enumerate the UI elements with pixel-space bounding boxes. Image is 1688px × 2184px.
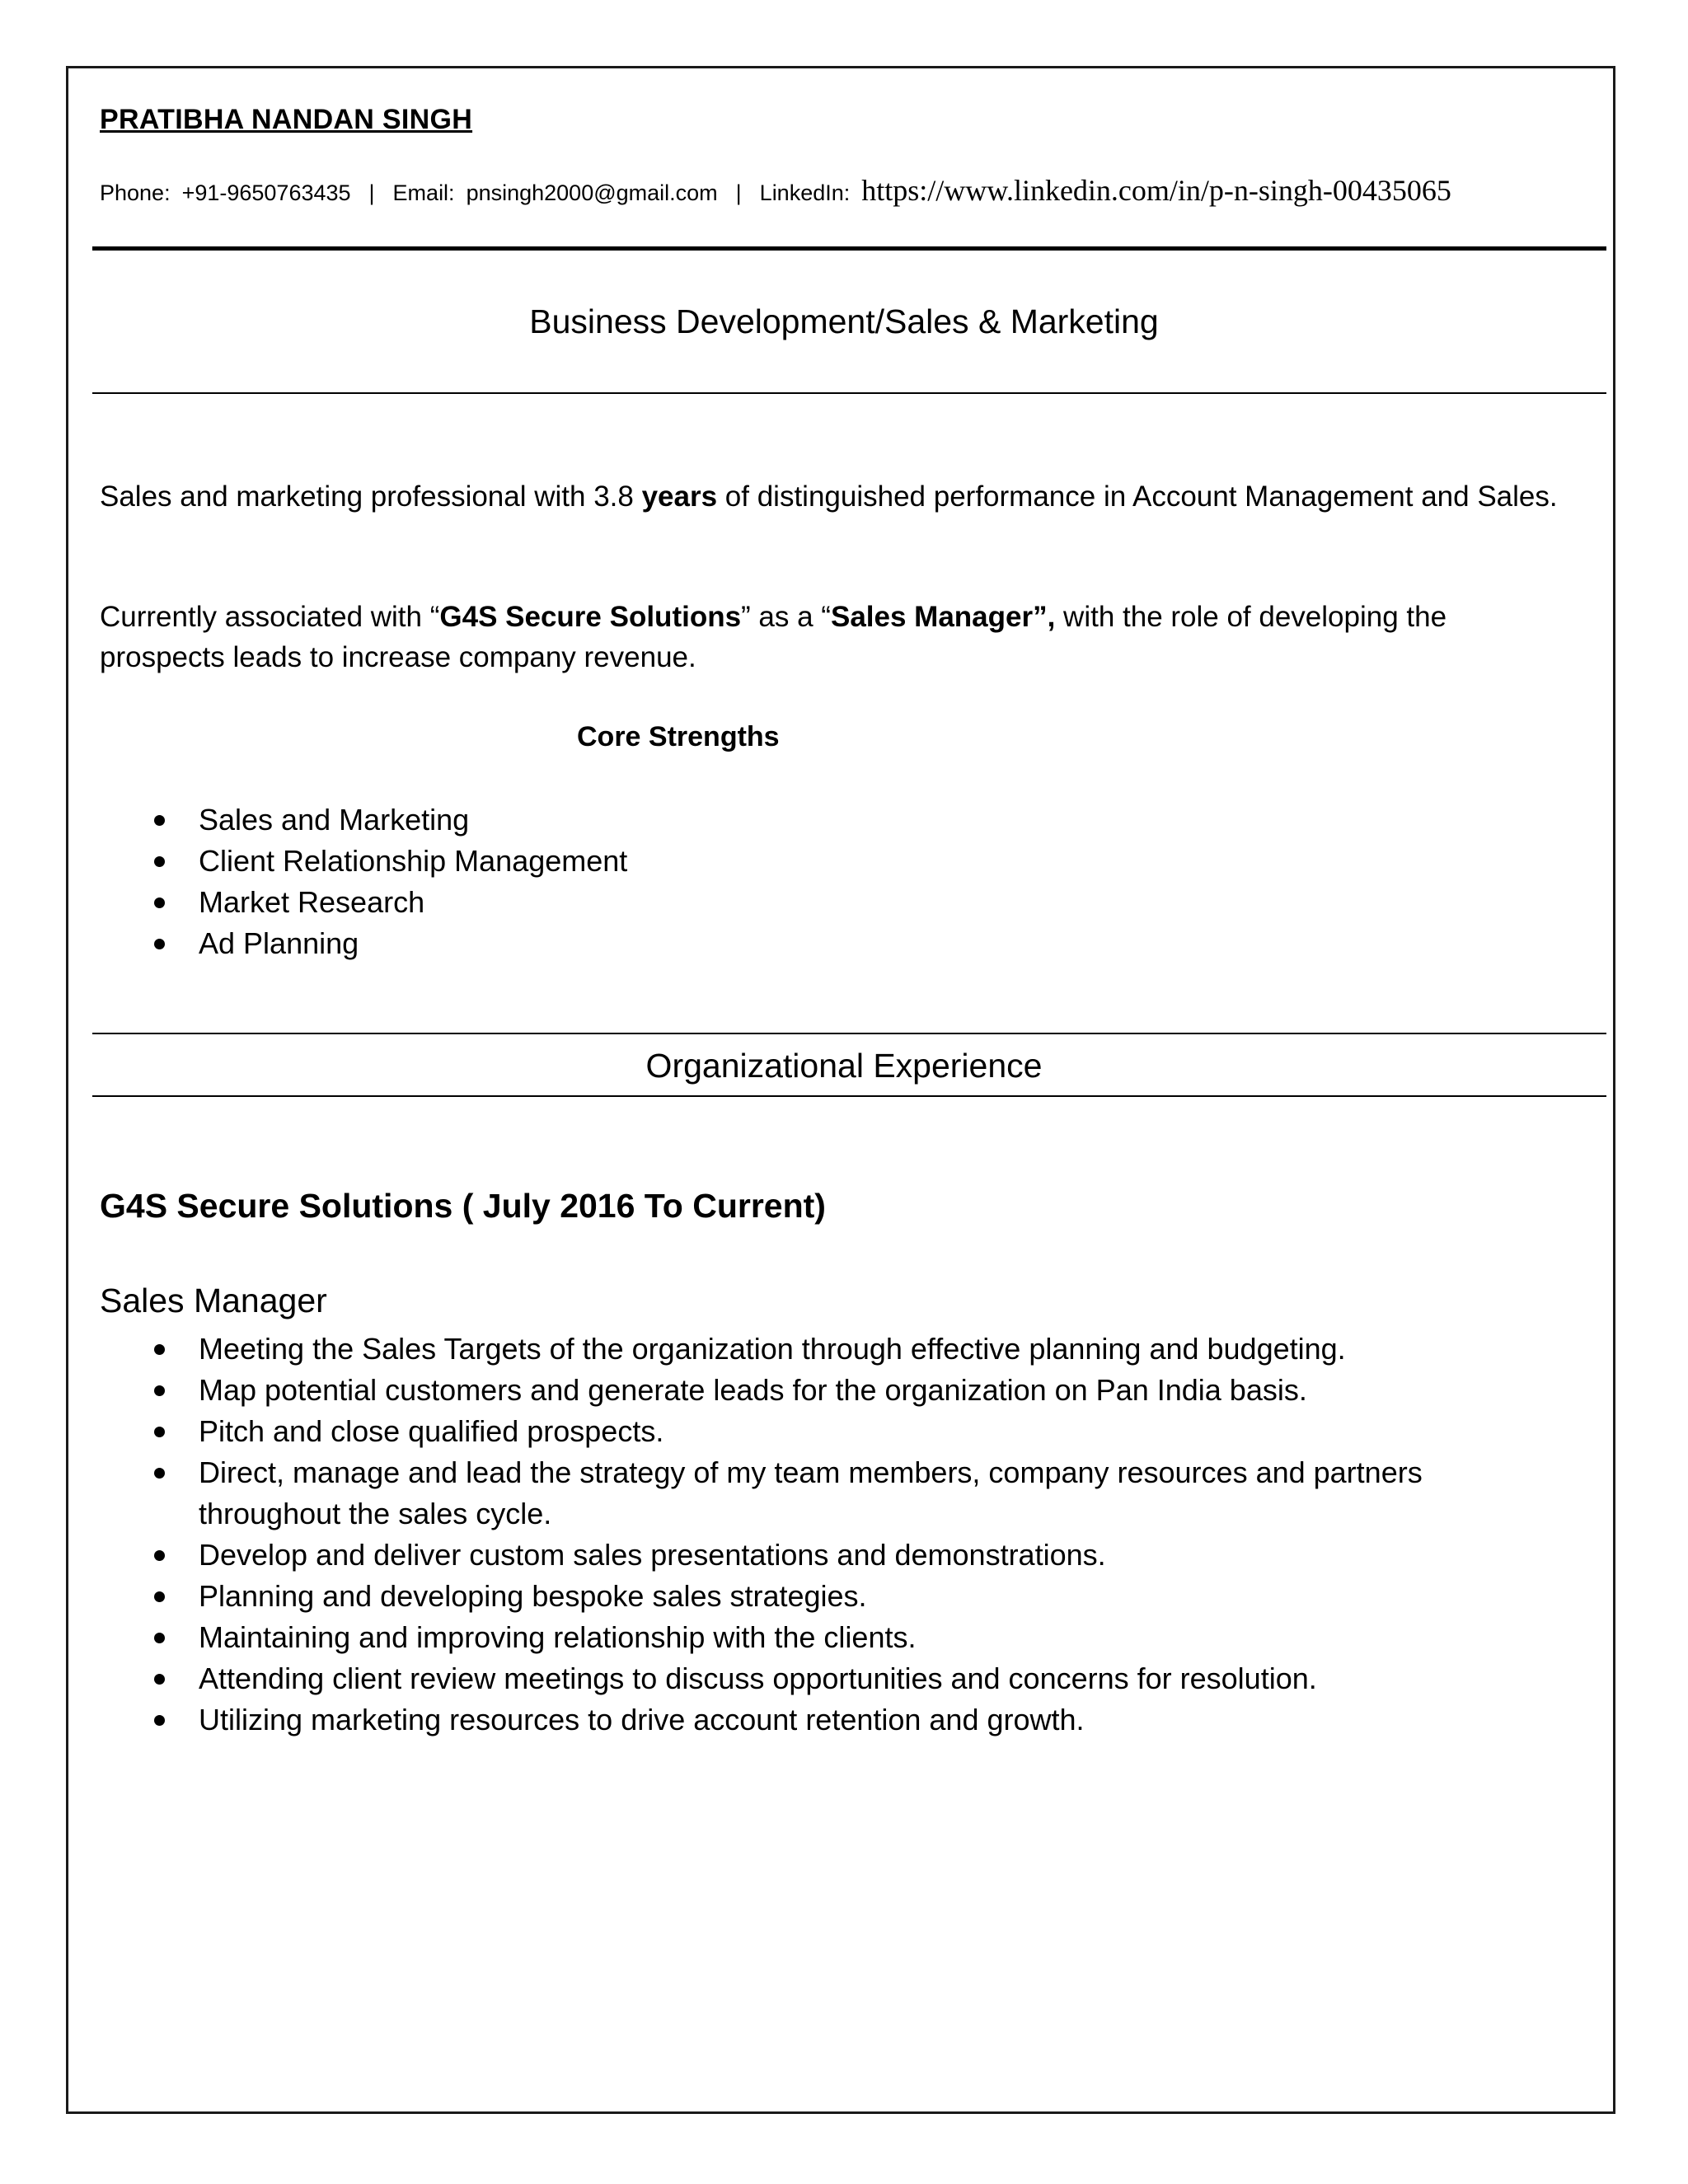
bullet-icon bbox=[154, 1674, 165, 1685]
list-item-text: Pitch and close qualified prospects. bbox=[199, 1414, 664, 1448]
page-border bbox=[66, 66, 1615, 2114]
duties-list bbox=[100, 1329, 1517, 1741]
contact-separator: | bbox=[368, 180, 375, 205]
bullet-icon bbox=[154, 815, 165, 826]
summary-text: Currently associated with “ bbox=[100, 601, 440, 633]
list-item bbox=[100, 1329, 1517, 1370]
bullet-icon bbox=[154, 1427, 165, 1437]
bullet-icon bbox=[154, 1468, 165, 1479]
summary-paragraph-1 bbox=[100, 476, 1567, 517]
header-divider bbox=[92, 246, 1606, 251]
list-item bbox=[100, 923, 1501, 964]
list-item bbox=[100, 1411, 1517, 1452]
company-heading: G4S Secure Solutions ( July 2016 To Current) bbox=[100, 1187, 826, 1225]
professional-headline: Business Development/Sales & Marketing bbox=[529, 302, 1159, 340]
list-item bbox=[100, 799, 1501, 841]
list-item-text: Maintaining and improving relationship with the clients. bbox=[199, 1620, 917, 1654]
list-item bbox=[100, 1452, 1517, 1535]
bullet-icon bbox=[154, 1591, 165, 1602]
list-item-text: Meeting the Sales Targets of the organization through effective planning and budgeting. bbox=[199, 1332, 1346, 1366]
list-item-text: Attending client review meetings to discuss opportunities and concerns for resolution. bbox=[199, 1661, 1317, 1695]
core-strengths-heading: Core Strengths bbox=[577, 721, 780, 752]
summary-text: ” as a “ bbox=[741, 601, 831, 633]
list-item-text: Planning and developing bespoke sales strategies. bbox=[199, 1579, 867, 1613]
phone-label: Phone: bbox=[100, 180, 171, 205]
list-item bbox=[100, 1370, 1517, 1411]
bullet-icon bbox=[154, 1715, 165, 1726]
summary-emphasis: G4S Secure Solutions bbox=[439, 601, 742, 633]
list-item-text: Map potential customers and generate leads for the organization on Pan India basis. bbox=[199, 1373, 1307, 1407]
list-item bbox=[100, 1699, 1517, 1741]
list-item-text: Sales and Marketing bbox=[199, 803, 470, 837]
list-item bbox=[100, 1617, 1517, 1658]
list-item-text: Utilizing marketing resources to drive account retention and growth. bbox=[199, 1703, 1085, 1736]
phone-number[interactable]: +91-9650763435 bbox=[181, 180, 351, 205]
list-item-text: Direct, manage and lead the strategy of my team members, company resources and partners throughout the sales cycle. bbox=[199, 1455, 1423, 1530]
bullet-icon bbox=[154, 1633, 165, 1643]
list-item-text: Market Research bbox=[199, 885, 425, 919]
email-label: Email: bbox=[392, 180, 455, 205]
list-item bbox=[100, 1576, 1517, 1617]
summary-emphasis: Sales Manager”, bbox=[830, 601, 1056, 633]
contact-separator: | bbox=[735, 180, 742, 205]
list-item bbox=[100, 882, 1501, 923]
list-item bbox=[100, 1535, 1517, 1576]
summary-text: Sales and marketing professional with 3.8 bbox=[100, 480, 642, 513]
experience-top-divider bbox=[92, 1033, 1606, 1034]
bullet-icon bbox=[154, 856, 165, 867]
role-title: Sales Manager bbox=[100, 1282, 327, 1319]
experience-bottom-divider bbox=[92, 1095, 1606, 1097]
email-address[interactable]: pnsingh2000@gmail.com bbox=[466, 180, 718, 205]
summary-text: with the role of developing the prospects leads to increase company revenue. bbox=[100, 601, 1447, 673]
list-item-text: Client Relationship Management bbox=[199, 844, 628, 878]
summary-paragraph-2 bbox=[100, 597, 1567, 677]
bullet-icon bbox=[154, 898, 165, 908]
bullet-icon bbox=[154, 1550, 165, 1561]
list-item bbox=[100, 1658, 1517, 1699]
candidate-name: PRATIBHA NANDAN SINGH bbox=[100, 104, 473, 135]
contact-line bbox=[100, 173, 1451, 208]
headline-divider bbox=[92, 392, 1606, 394]
bullet-icon bbox=[154, 1385, 165, 1396]
linkedin-label: LinkedIn: bbox=[759, 180, 851, 205]
linkedin-url[interactable]: https://www.linkedin.com/in/p-n-singh-00435065 bbox=[861, 174, 1451, 207]
list-item-text: Develop and deliver custom sales presentations and demonstrations. bbox=[199, 1538, 1106, 1572]
bullet-icon bbox=[154, 1344, 165, 1355]
bullet-icon bbox=[154, 939, 165, 949]
experience-section-title: Organizational Experience bbox=[645, 1047, 1043, 1085]
list-item-text: Ad Planning bbox=[199, 926, 359, 960]
summary-text: of distinguished performance in Account Management and Sales. bbox=[717, 480, 1558, 513]
list-item bbox=[100, 841, 1501, 882]
summary-emphasis: years bbox=[641, 480, 718, 513]
core-strengths-list bbox=[100, 799, 1501, 964]
